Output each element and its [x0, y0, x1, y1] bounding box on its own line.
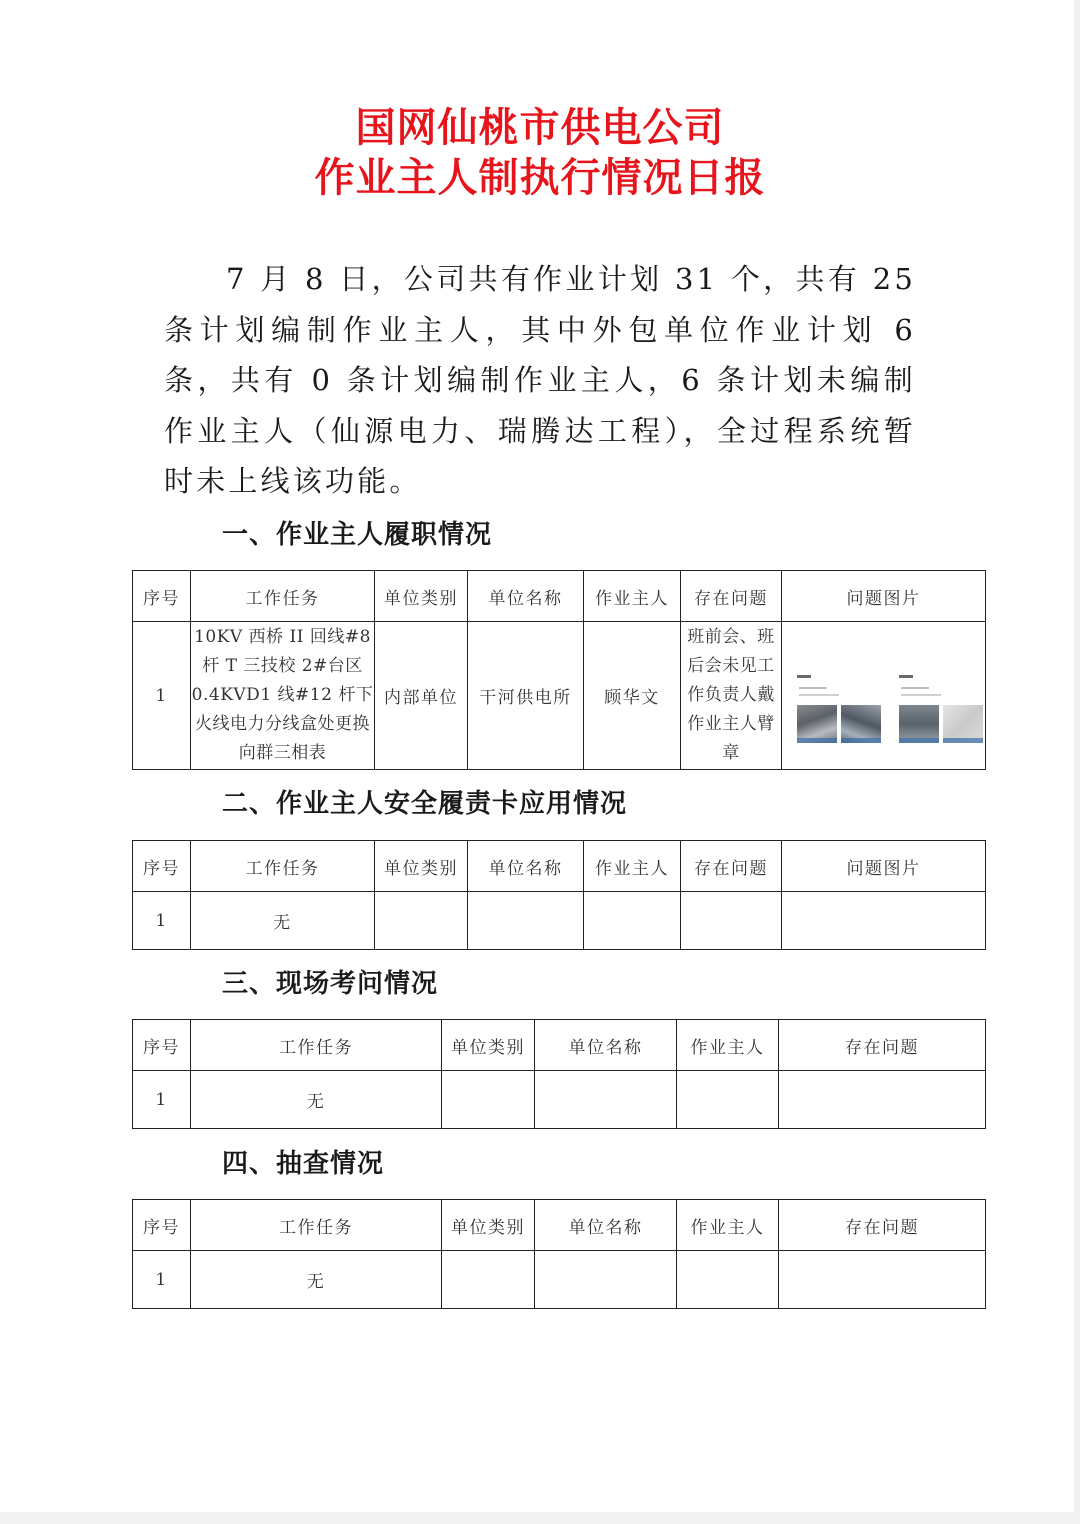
header-images: 问题图片: [782, 571, 986, 622]
section-2-heading: 二、作业主人安全履责卡应用情况: [222, 789, 628, 819]
header-owner: 作业主人: [677, 1200, 779, 1251]
cell-owner: [677, 1071, 779, 1129]
header-task: 工作任务: [191, 1200, 442, 1251]
cell-issue: [681, 892, 782, 950]
header-issue: 存在问题: [681, 571, 782, 622]
header-owner: 作业主人: [584, 571, 681, 622]
header-unit-name: 单位名称: [535, 1200, 677, 1251]
table-row: [133, 1071, 986, 1129]
header-images: 问题图片: [782, 841, 986, 892]
header-unit-type: 单位类别: [375, 571, 468, 622]
table-row: [133, 622, 986, 770]
cell-unit-type: 内部单位: [375, 622, 468, 770]
header-task: 工作任务: [191, 1020, 442, 1071]
cell-no: 1: [133, 892, 191, 950]
table-header-row: [133, 571, 986, 622]
table-header-row: [133, 1020, 986, 1071]
problem-images: [789, 641, 979, 751]
header-task: 工作任务: [191, 571, 375, 622]
table-header-row: [133, 841, 986, 892]
cell-task: 10KV 西桥 II 回线#8 杆 T 三技校 2#台区 0.4KVD1 线#12 杆下火线电力分线盒处更换向群三相表: [191, 622, 375, 770]
performance-table: [132, 570, 986, 770]
header-unit-type: 单位类别: [375, 841, 468, 892]
header-issue: 存在问题: [681, 841, 782, 892]
cell-owner: 顾华文: [584, 622, 681, 770]
header-issue: 存在问题: [779, 1020, 986, 1071]
intro-paragraph: 7 月 8 日，公司共有作业计划 31 个，共有 25 条计划编制作业主人，其中外包单位作业计划 6 条，共有 0 条计划编制作业主人，6 条计划未编制作业主人（仙源电力、瑞腾达工程），全过程系统暂时未上线该功能。: [164, 262, 916, 498]
problem-photo[interactable]: [795, 667, 885, 757]
header-owner: 作业主人: [584, 841, 681, 892]
cell-unit-name: [535, 1251, 677, 1309]
spot-check-table: [132, 1199, 986, 1309]
table-row: [133, 892, 986, 950]
cell-unit-type: [375, 892, 468, 950]
header-owner: 作业主人: [677, 1020, 779, 1071]
header-no: 序号: [133, 1020, 191, 1071]
table-header-row: [133, 1200, 986, 1251]
cell-owner: [584, 892, 681, 950]
cell-images: [782, 892, 986, 950]
header-unit-type: 单位类别: [442, 1020, 535, 1071]
cell-no: 1: [133, 622, 191, 770]
safety-card-table: [132, 840, 986, 950]
cell-issue: 班前会、班后会未见工作负责人戴作业主人臂章: [681, 622, 782, 770]
cell-unit-name: [535, 1071, 677, 1129]
header-unit-name: 单位名称: [468, 571, 584, 622]
page-bottom-edge: [0, 1512, 1080, 1524]
section-3-heading: 三、现场考问情况: [222, 969, 439, 999]
cell-issue: [779, 1251, 986, 1309]
cell-no: 1: [133, 1071, 191, 1129]
inquiry-table: [132, 1019, 986, 1129]
cell-unit-type: [442, 1071, 535, 1129]
cell-issue: [779, 1071, 986, 1129]
cell-task: 无: [191, 892, 375, 950]
header-no: 序号: [133, 841, 191, 892]
header-no: 序号: [133, 571, 191, 622]
cell-task: 无: [191, 1251, 442, 1309]
cell-images: [782, 622, 986, 770]
header-unit-name: 单位名称: [535, 1020, 677, 1071]
section-1-heading: 一、作业主人履职情况: [222, 520, 493, 550]
title-line-2: 作业主人制执行情况日报: [314, 155, 766, 201]
header-task: 工作任务: [191, 841, 375, 892]
cell-unit-name: [468, 892, 584, 950]
table-row: [133, 1251, 986, 1309]
page-edge: [1074, 0, 1080, 1524]
cell-owner: [677, 1251, 779, 1309]
cell-unit-type: [442, 1251, 535, 1309]
header-no: 序号: [133, 1200, 191, 1251]
header-unit-type: 单位类别: [442, 1200, 535, 1251]
header-unit-name: 单位名称: [468, 841, 584, 892]
cell-no: 1: [133, 1251, 191, 1309]
section-4-heading: 四、抽查情况: [222, 1149, 385, 1179]
problem-photo[interactable]: [897, 667, 987, 757]
cell-task: 无: [191, 1071, 442, 1129]
title-line-1: 国网仙桃市供电公司: [355, 105, 725, 151]
header-issue: 存在问题: [779, 1200, 986, 1251]
cell-unit-name: 干河供电所: [468, 622, 584, 770]
